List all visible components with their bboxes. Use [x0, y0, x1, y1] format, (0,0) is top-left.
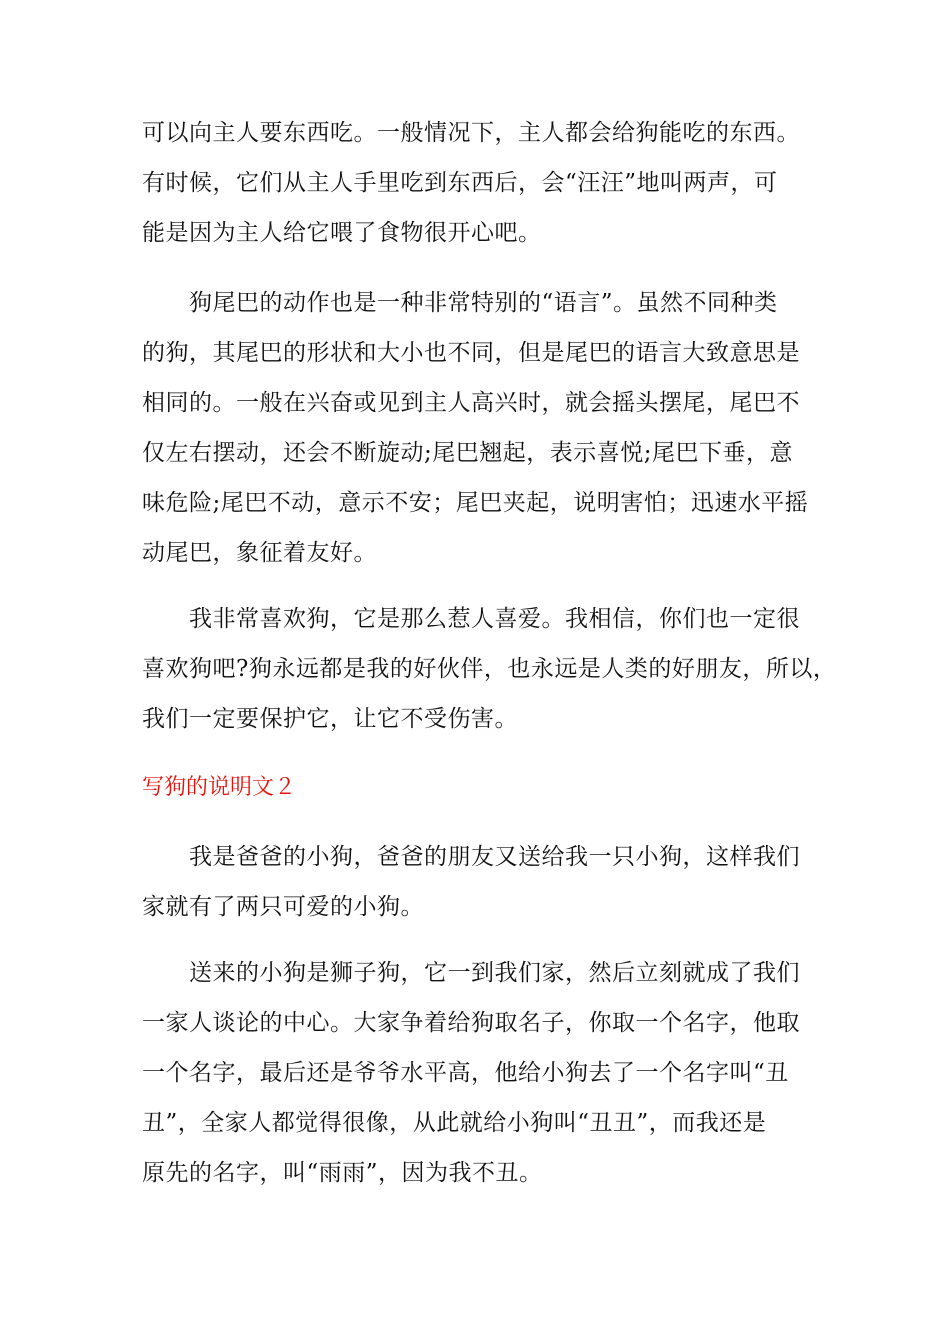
text-line: 我们一定要保护它，让它不受伤害。 — [142, 706, 518, 732]
text-line: 仅左右摆动，还会不断旋动;尾巴翘起，表示喜悦;尾巴下垂，意 — [142, 440, 793, 466]
text-line: 原先的名字，叫“雨雨”，因为我不丑。 — [142, 1160, 543, 1186]
text-line: 可以向主人要东西吃。一般情况下，主人都会给狗能吃的东西。 — [142, 120, 800, 146]
text-line: 一家人谈论的中心。大家争着给狗取名子，你取一个名字，他取 — [142, 1010, 800, 1036]
text-line: 喜欢狗吧?狗永远都是我的好伙伴，也永远是人类的好朋友，所以， — [142, 656, 837, 682]
paragraph-4 — [142, 832, 822, 932]
text-line: 送来的小狗是狮子狗，它一到我们家，然后立刻就成了我们 — [142, 960, 800, 986]
paragraph-5 — [142, 948, 822, 1198]
text-line: 狗尾巴的动作也是一种非常特别的“语言”。虽然不同种类 — [142, 290, 778, 316]
text-line: 我是爸爸的小狗，爸爸的朋友又送给我一只小狗，这样我们 — [142, 844, 800, 870]
text-line: 动尾巴，象征着友好。 — [142, 540, 377, 566]
paragraph-3 — [142, 594, 837, 744]
text-line: 能是因为主人给它喂了食物很开心吧。 — [142, 220, 542, 246]
text-line: 相同的。一般在兴奋或见到主人高兴时，就会摇头摆尾，尾巴不 — [142, 390, 800, 416]
text-line: 一个名字，最后还是爷爷水平高，他给小狗去了一个名字叫“丑 — [142, 1060, 789, 1086]
text-line: 味危险;尾巴不动，意示不安；尾巴夹起，说明害怕；迅速水平摇 — [142, 490, 809, 516]
text-line: 的狗，其尾巴的形状和大小也不同，但是尾巴的语言大致意思是 — [142, 340, 800, 366]
section-heading: 写狗的说明文２ — [142, 775, 297, 800]
paragraph-1 — [142, 108, 822, 258]
text-line: 家就有了两只可爱的小狗。 — [142, 894, 424, 920]
paragraph-2 — [142, 278, 822, 578]
text-line: 有时候，它们从主人手里吃到东西后，会“汪汪”地叫两声，可 — [142, 170, 778, 196]
text-line: 丑”，全家人都觉得很像，从此就给小狗叫“丑丑”，而我还是 — [142, 1110, 767, 1136]
text-line: 我非常喜欢狗，它是那么惹人喜爱。我相信，你们也一定很 — [142, 606, 800, 632]
